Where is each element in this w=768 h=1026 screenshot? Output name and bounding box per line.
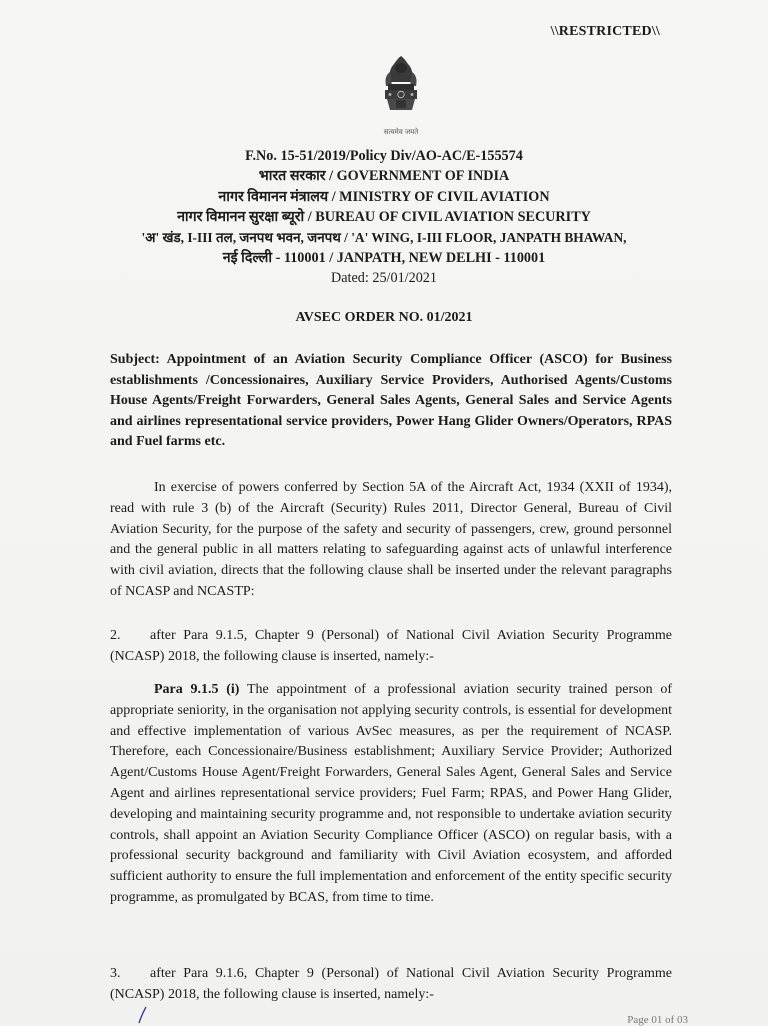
paragraph-2-text: after Para 9.1.5, Chapter 9 (Personal) of National Civil Aviation Security Programme (NCASP) 2018, the following clause is inserted, namely:- [110,628,672,664]
government-line: भारत सरकार / GOVERNMENT OF INDIA [258,168,510,185]
para-label: Para 9.1.5 (i) [154,682,240,697]
bureau-line: नागर विमानन सुरक्षा ब्यूरो / BUREAU OF CIVIL AVIATION SECURITY [177,209,591,226]
paragraph-para-9-1-5-i [110,680,672,909]
letterhead [0,146,768,289]
handwritten-mark-icon [136,1006,148,1024]
order-number: AVSEC ORDER NO. 01/2021 [295,310,473,325]
para-text: The appointment of a professional aviation security trained person of appropriate seniority, in the organisation not applying security controls, is essential for development and effective implementation of various AvSec measures, as per the requirement of NCASP. Therefore, each Concessionaire/Business establishment; Auxiliary Service Provider; Authorized Agent/Customs House Agent/Freight Forwarders, General Sales Agent, General Sales and Service Agent and airlines representational service providers; Fuel Farm; RPAS, and Power Hang Glider, developing and maintaining security programme and, not responsible to undertake aviation security controls, shall appoint an Aviation Security Compliance Officer (ASCO) on regular basis, with a professional security background and familiarity with Civil Aviation ecosystem, and afforded sufficient authority to ensure the full implementation and enforcement of the entity specific security programme, as promulgated by BCAS, from time to time. [110,682,673,905]
address-line-1: 'अ' खंड, I-III तल, जनपथ भवन, जनपथ / 'A' WING, I-III FLOOR, JANPATH BHAWAN, [141,229,627,245]
classification-label: \\RESTRICTED\\ [550,24,660,39]
address-line-2: नई दिल्ली - 110001 / JANPATH, NEW DELHI - 110001 [222,250,546,267]
ashoka-emblem-icon [376,52,426,136]
emblem-motto: सत्यमेव जयते [383,128,419,136]
paragraph-1: In exercise of powers conferred by Section 5A of the Aircraft Act, 1934 (XXII of 1934), read with rule 3 (b) of the Aircraft (Security) Rules 2011, Director General, Bureau of Civil Aviation Security, for the purpose of the safety and security of passengers, crew, ground personnel and the general public in all matters relating to safeguarding against acts of unlawful interference with civil aviation, directs that the following clause shall be inserted under the relevant paragraphs of NCASP and NCASTP: [110,480,672,599]
paragraph-3 [110,964,672,1006]
file-number: F.No. 15-51/2019/Policy Div/AO-AC/E-155574 [245,148,523,164]
ministry-line: नागर विमानन मंत्रालय / MINISTRY OF CIVIL AVIATION [218,188,550,205]
subject-paragraph: Subject: Appointment of an Aviation Security Compliance Officer (ASCO) for Business establishments /Concessionaires, Auxiliary Service Providers, Authorised Agents/Customs House Agents/Freight Forwarders, General Sales Agents, General Sales and Service Agents and airlines representational service providers, Power Hang Glider Owners/Operators, RPAS and Fuel farms etc. [110,352,672,449]
document-date: Dated: 25/01/2021 [331,270,437,287]
paragraph-2 [110,626,672,668]
paragraph-2-number: 2. [110,628,121,643]
page-reference: Page 01 of 03 [627,1014,688,1026]
paragraph-3-number: 3. [110,966,121,981]
paragraph-3-text: after Para 9.1.6, Chapter 9 (Personal) of National Civil Aviation Security Programme (NCASP) 2018, the following clause is inserted, namely:- [110,966,672,1002]
